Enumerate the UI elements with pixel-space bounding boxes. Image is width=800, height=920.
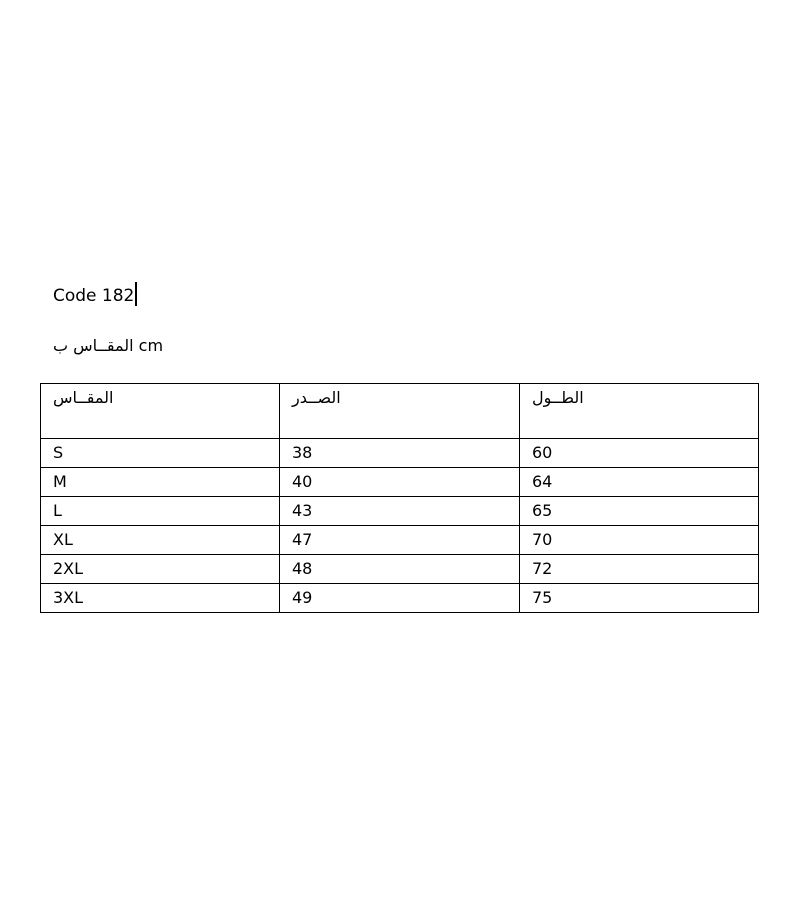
length-cell: 60: [520, 439, 759, 468]
size-cell: 3XL: [41, 584, 280, 613]
table-row: [41, 497, 759, 526]
chest-cell: 48: [280, 555, 520, 584]
size-cell: 2XL: [41, 555, 280, 584]
length-cell: 65: [520, 497, 759, 526]
unit-note: المقــاس ب cm: [53, 336, 164, 355]
header-chest: الصــدر: [280, 384, 520, 439]
code-label: Code 182: [53, 286, 135, 306]
table-row: [41, 468, 759, 497]
table-header-row: [41, 384, 759, 439]
chest-cell: 40: [280, 468, 520, 497]
header-length: الطــول: [520, 384, 759, 439]
text-cursor: [135, 282, 137, 306]
chest-cell: 38: [280, 439, 520, 468]
code-line: [53, 282, 137, 307]
length-cell: 64: [520, 468, 759, 497]
size-cell: S: [41, 439, 280, 468]
table-row: [41, 584, 759, 613]
header-size: المقــاس: [41, 384, 280, 439]
table-row: [41, 555, 759, 584]
length-cell: 75: [520, 584, 759, 613]
chest-cell: 49: [280, 584, 520, 613]
size-cell: L: [41, 497, 280, 526]
chest-cell: 47: [280, 526, 520, 555]
length-cell: 72: [520, 555, 759, 584]
chest-cell: 43: [280, 497, 520, 526]
size-cell: XL: [41, 526, 280, 555]
table-row: [41, 439, 759, 468]
table-row: [41, 526, 759, 555]
size-chart-table: [40, 383, 759, 613]
length-cell: 70: [520, 526, 759, 555]
size-cell: M: [41, 468, 280, 497]
